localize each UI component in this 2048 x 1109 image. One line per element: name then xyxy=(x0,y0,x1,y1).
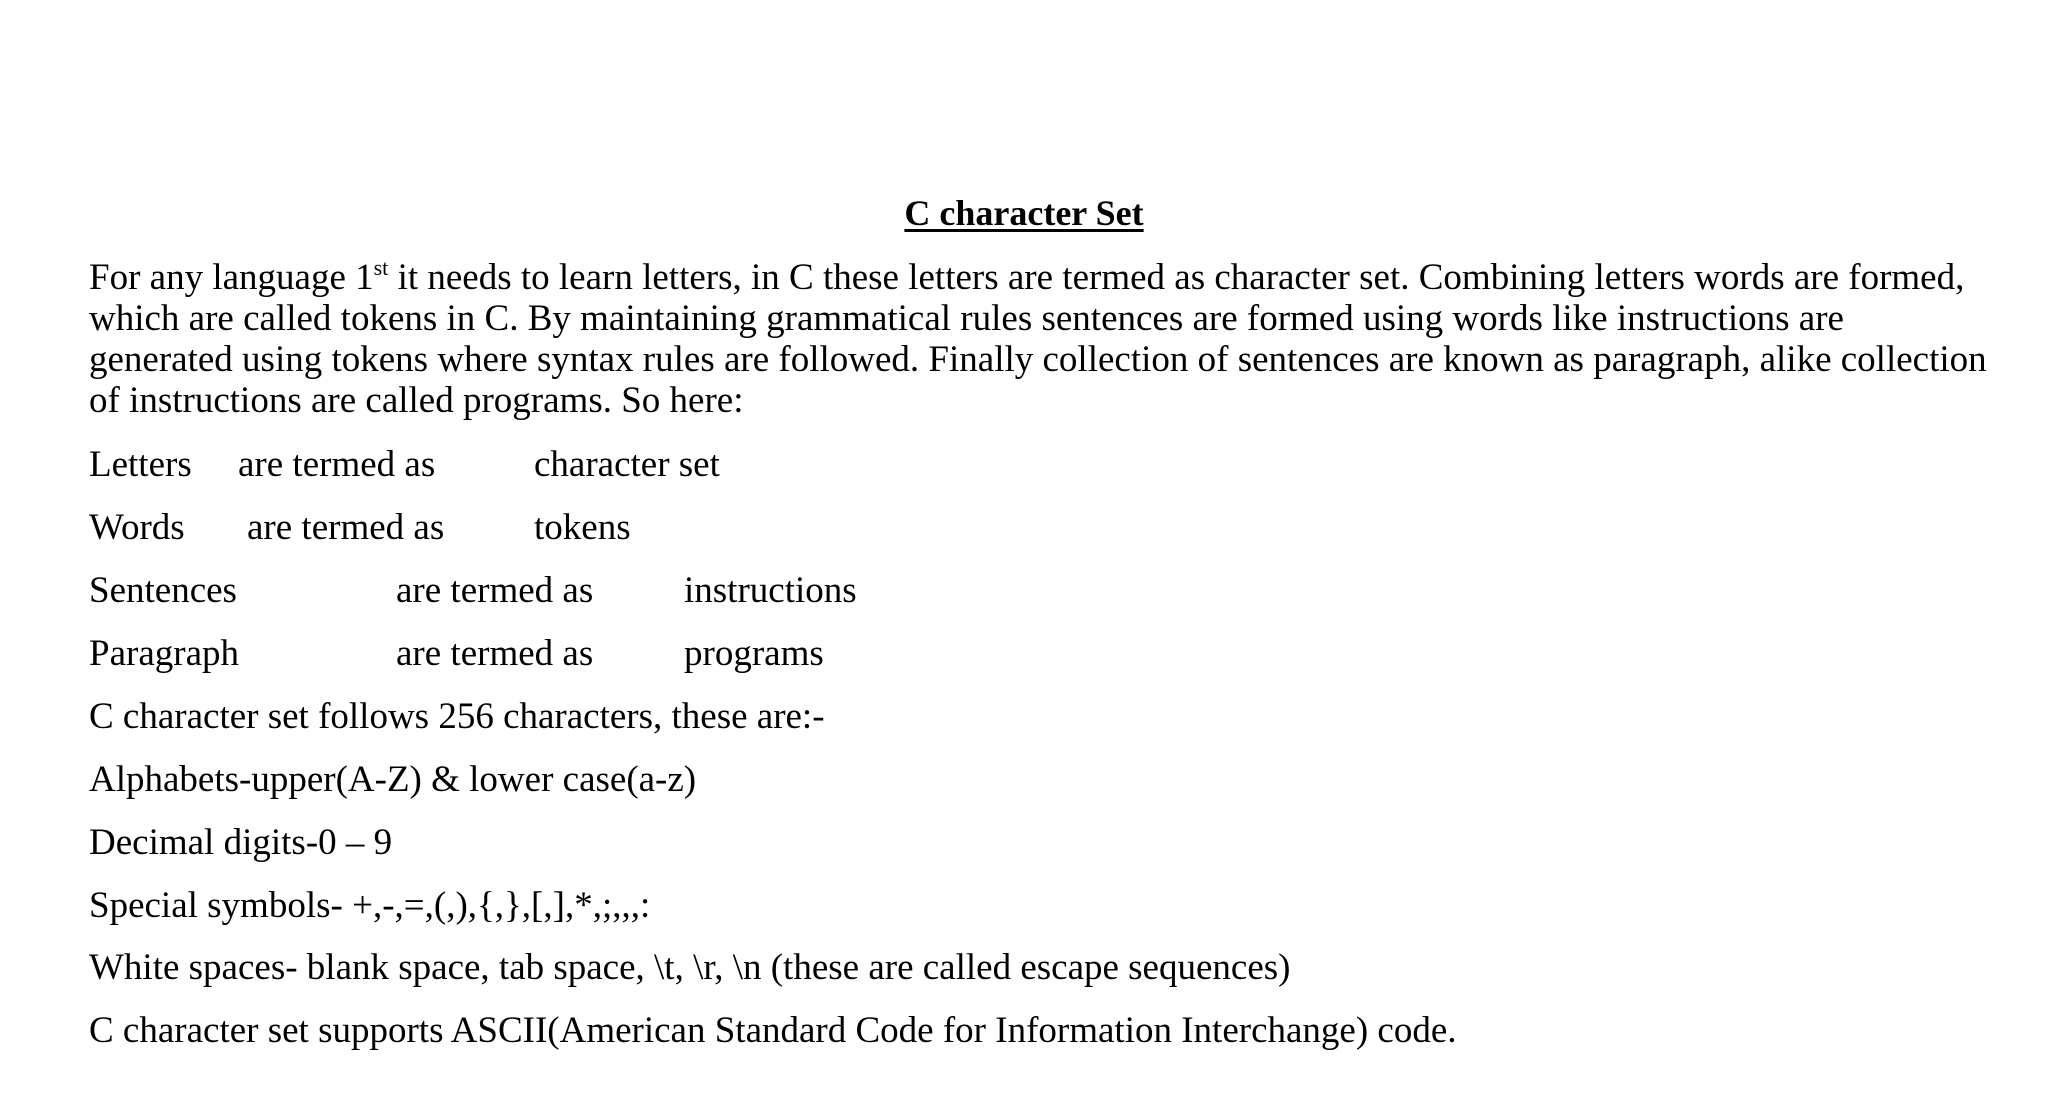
mapping-term: Paragraph xyxy=(89,633,239,674)
mapping-term: Words xyxy=(89,507,185,548)
mapping-term: Sentences xyxy=(89,570,237,611)
mapping-term: Letters xyxy=(89,444,192,485)
mapping-relation: are termed as xyxy=(238,444,436,485)
mapping-target: character set xyxy=(534,444,720,485)
charset-size-line: C character set follows 256 characters, these are:- xyxy=(89,696,825,737)
mapping-target: programs xyxy=(684,633,824,674)
white-spaces-line: White spaces- blank space, tab space, \t, \r, \n (these are called escape sequences) xyxy=(89,947,1291,988)
special-symbols-line: Special symbols- +,-,=,(,),{,},[,],*,;,,,: xyxy=(89,885,651,926)
page-title: C character Set xyxy=(904,193,1144,233)
mapping-target: tokens xyxy=(534,507,631,548)
intro-paragraph xyxy=(89,257,1989,421)
mapping-relation: are termed as xyxy=(396,633,594,674)
mapping-target: instructions xyxy=(684,570,857,611)
alphabets-line: Alphabets-upper(A-Z) & lower case(a-z) xyxy=(89,759,697,800)
mapping-relation: are termed as xyxy=(396,570,594,611)
mapping-relation: are termed as xyxy=(247,507,445,548)
decimal-digits-line: Decimal digits-0 – 9 xyxy=(89,822,393,863)
intro-text-rest: it needs to learn letters, in C these letters are termed as character set. Combining letters words are formed, which are called tokens in C. By maintaining grammatical rules sentences are formed using words like instructions are generated using tokens where syntax rules are followed. Finally collection of sentences are known as paragraph, alike collection of instructions are called programs. So here: xyxy=(89,257,1987,421)
intro-text-start: For any language 1 xyxy=(89,257,374,298)
ordinal-superscript: st xyxy=(373,255,389,280)
ascii-support-line: C character set supports ASCII(American Standard Code for Information Interchange) code. xyxy=(89,1010,1457,1051)
